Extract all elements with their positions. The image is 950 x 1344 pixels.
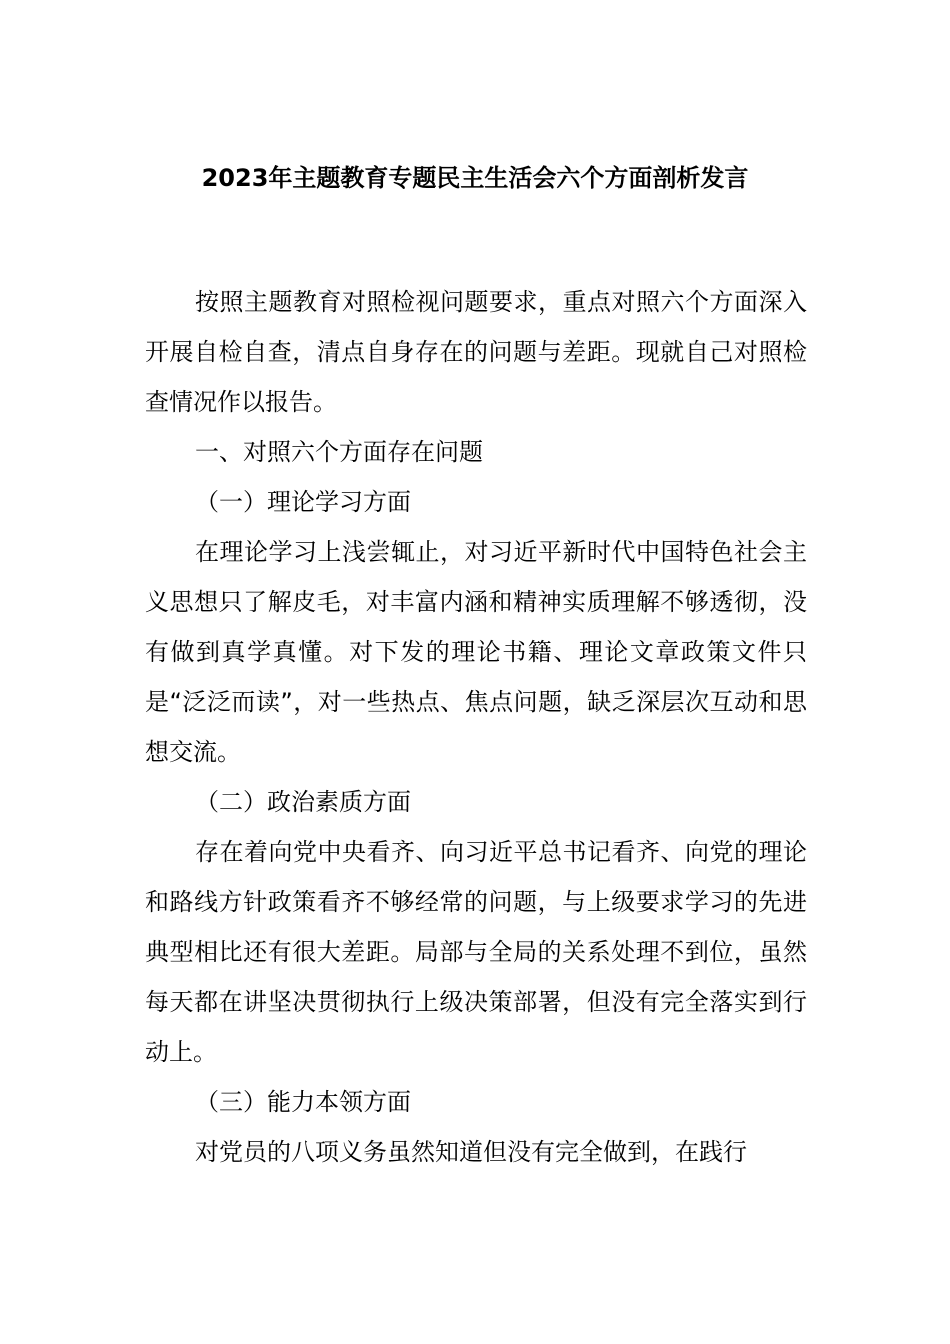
- subsection-heading-2: （二）政治素质方面: [195, 788, 411, 816]
- body-paragraph-1: 在理论学习上浅尝辄止，对习近平新时代中国特色社会主义思想只了解皮毛，对丰富内涵和精神实质理解不够透彻，没有做到真学真懂。对下发的理论书籍、理论文章政策文件只是“泛泛而读”，对一些热点、焦点问题，缺乏深层次互动和思想交流。: [145, 538, 807, 766]
- document-title: 2023年主题教育专题民主生活会六个方面剖析发言: [201, 164, 749, 192]
- document-body: [145, 277, 807, 1177]
- intro-paragraph: 按照主题教育对照检视问题要求，重点对照六个方面深入开展自检自查，清点自身存在的问题与差距。现就自己对照检查情况作以报告。: [145, 288, 807, 416]
- section-heading-1: 一、对照六个方面存在问题: [195, 438, 483, 466]
- subsection-heading-1: （一）理论学习方面: [195, 488, 411, 516]
- body-paragraph-2: 存在着向党中央看齐、向习近平总书记看齐、向党的理论和路线方针政策看齐不够经常的问题，与上级要求学习的先进典型相比还有很大差距。局部与全局的关系处理不到位，虽然每天都在讲坚决贯彻执行上级决策部署，但没有完全落实到行动上。: [145, 838, 807, 1066]
- body-paragraph-3: 对党员的八项义务虽然知道但没有完全做到，在践行: [195, 1138, 747, 1166]
- subsection-heading-3: （三）能力本领方面: [195, 1088, 411, 1116]
